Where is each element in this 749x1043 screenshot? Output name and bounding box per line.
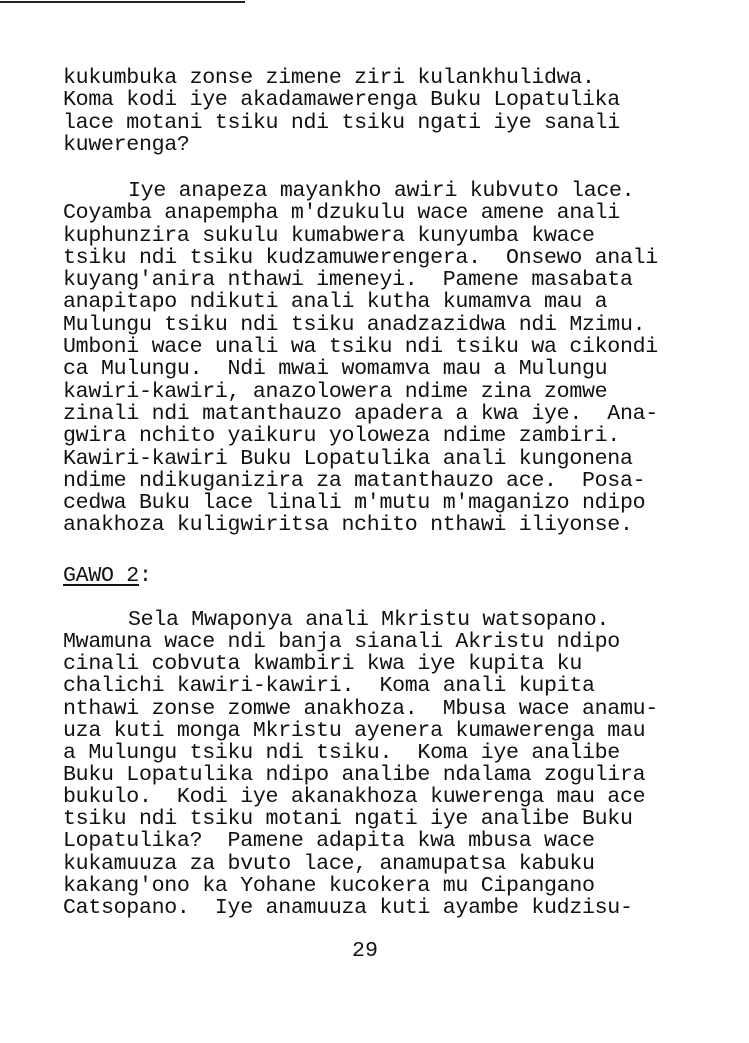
- text-line: chalichi kawiri-kawiri. Koma anali kupita: [63, 674, 595, 699]
- text-line: Iye anapeza mayankho awiri kubvuto lace.: [128, 179, 635, 203]
- text-line: nthawi zonse zomwe anakhoza. Mbusa wace anamu-: [63, 696, 658, 721]
- text-line: lace motani tsiku ndi tsiku ngati iye sanali: [63, 110, 620, 135]
- text-line: anapitapo ndikuti anali kutha kumamva mau a: [63, 290, 608, 315]
- text-line: Koma kodi iye akadamawerenga Buku Lopatulika: [63, 88, 620, 113]
- text-line: uza kuti monga Mkristu ayenera kumawerenga mau: [63, 718, 646, 743]
- text-line: kakang'ono ka Yohane kucokera mu Cipangano: [63, 873, 595, 898]
- text-line: Lopatulika? Pamene adapita kwa mbusa wace: [63, 829, 595, 854]
- text-line: tsiku ndi tsiku kudzamuwerengera. Onsewo anali: [63, 245, 658, 270]
- text-line: anakhoza kuligwiritsa nchito nthawi iliyonse.: [63, 513, 633, 538]
- text-line: ca Mulungu. Ndi mwai womamva mau a Mulungu: [63, 357, 608, 382]
- section-heading-colon: :: [138, 564, 152, 588]
- text-line: gwira nchito yaikuru yoloweza ndime zambiri.: [63, 424, 620, 449]
- text-line: Catsopano. Iye anamuuza kuti ayambe kudzisu-: [63, 895, 633, 920]
- text-line: cedwa Buku lace linali m'mutu m'maganizo ndipo: [63, 491, 646, 516]
- text-line: a Mulungu tsiku ndi tsiku. Koma iye analibe: [63, 740, 620, 765]
- text-line: kuyang'anira nthawi imeneyi. Pamene masabata: [63, 268, 633, 293]
- text-line: Mulungu tsiku ndi tsiku anadzazidwa ndi Mzimu.: [63, 312, 646, 337]
- top-rule: [0, 1, 245, 3]
- text-line: Buku Lopatulika ndipo analibe ndalama zogulira: [63, 762, 646, 787]
- text-line: cinali cobvuta kwambiri kwa iye kupita ku: [63, 652, 582, 677]
- paragraph-1: [63, 67, 620, 156]
- text-line: kukamuuza za bvuto lace, anamupatsa kabuku: [63, 851, 595, 876]
- text-line: tsiku ndi tsiku motani ngati iye analibe Buku: [63, 807, 633, 832]
- page-number: 29: [352, 939, 378, 963]
- text-line: kuwerenga?: [63, 132, 190, 157]
- text-line: zinali ndi matanthauzo apadera a kwa iye. Ana-: [63, 401, 658, 426]
- text-line: kuphunzira sukulu kumabwera kunyumba kwace: [63, 223, 595, 248]
- text-line: Kawiri-kawiri Buku Lopatulika anali kungonena: [63, 446, 633, 471]
- text-line: Umboni wace unali wa tsiku ndi tsiku wa cikondi: [63, 335, 658, 360]
- paragraph-2: [63, 180, 658, 537]
- text-line: Coyamba anapempha m'dzukulu wace amene anali: [63, 201, 620, 226]
- text-line: Sela Mwaponya anali Mkristu watsopano.: [128, 608, 610, 632]
- text-line: bukulo. Kodi iye akanakhoza kuwerenga mau ace: [63, 785, 646, 810]
- text-line: ndime ndikuganizira za matanthauzo ace. Posa-: [63, 468, 646, 493]
- text-line: Mwamuna wace ndi banja sianali Akristu ndipo: [63, 630, 620, 655]
- paragraph-3: [63, 609, 658, 919]
- section-heading-text: GAWO 2: [63, 564, 139, 588]
- section-heading: [63, 565, 152, 587]
- text-line: kukumbuka zonse zimene ziri kulankhulidwa.: [63, 66, 595, 90]
- text-line: kawiri-kawiri, anazolowera ndime zina zomwe: [63, 379, 608, 404]
